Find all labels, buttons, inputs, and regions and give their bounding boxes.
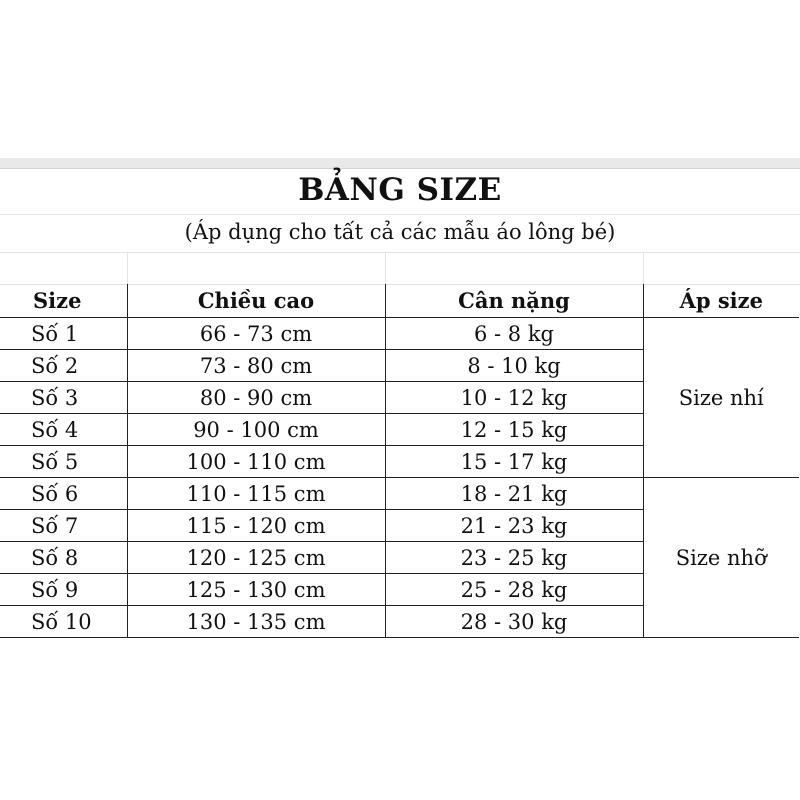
height-cell: 115 - 120 cm	[127, 510, 385, 542]
weight-cell: 25 - 28 kg	[385, 574, 643, 606]
height-cell: 66 - 73 cm	[127, 318, 385, 350]
fit-group-small: Size nhí	[643, 318, 799, 478]
weight-cell: 10 - 12 kg	[385, 382, 643, 414]
height-cell: 100 - 110 cm	[127, 446, 385, 478]
weight-cell: 15 - 17 kg	[385, 446, 643, 478]
size-cell: Số 8	[0, 542, 127, 574]
height-cell: 90 - 100 cm	[127, 414, 385, 446]
header-weight: Cân nặng	[385, 284, 643, 318]
height-cell: 120 - 125 cm	[127, 542, 385, 574]
size-cell: Số 5	[0, 446, 127, 478]
size-cell: Số 9	[0, 574, 127, 606]
page-title: BẢNG SIZE	[298, 172, 502, 208]
weight-cell: 28 - 30 kg	[385, 606, 643, 638]
size-cell: Số 3	[0, 382, 127, 414]
size-cell: Số 10	[0, 606, 127, 638]
size-cell: Số 2	[0, 350, 127, 382]
weight-cell: 21 - 23 kg	[385, 510, 643, 542]
header-height: Chiều cao	[127, 284, 385, 318]
table-header-row	[0, 284, 799, 318]
header-fit: Áp size	[643, 284, 799, 318]
weight-cell: 8 - 10 kg	[385, 350, 643, 382]
weight-cell: 6 - 8 kg	[385, 318, 643, 350]
blank-spreadsheet-row	[0, 252, 800, 285]
table-row	[0, 478, 799, 510]
page-subtitle: (Áp dụng cho tất cả các mẫu áo lông bé)	[184, 220, 616, 244]
weight-cell: 23 - 25 kg	[385, 542, 643, 574]
size-cell: Số 4	[0, 414, 127, 446]
height-cell: 80 - 90 cm	[127, 382, 385, 414]
grid-line	[385, 252, 386, 284]
table-row	[0, 318, 799, 350]
grid-line	[127, 252, 128, 284]
height-cell: 125 - 130 cm	[127, 574, 385, 606]
size-table	[0, 284, 799, 638]
header-size: Size	[0, 284, 127, 318]
size-cell: Số 7	[0, 510, 127, 542]
fit-group-medium: Size nhỡ	[643, 478, 799, 638]
height-cell: 73 - 80 cm	[127, 350, 385, 382]
grid-line	[643, 252, 644, 284]
weight-cell: 12 - 15 kg	[385, 414, 643, 446]
weight-cell: 18 - 21 kg	[385, 478, 643, 510]
height-cell: 130 - 135 cm	[127, 606, 385, 638]
size-cell: Số 6	[0, 478, 127, 510]
height-cell: 110 - 115 cm	[127, 478, 385, 510]
size-cell: Số 1	[0, 318, 127, 350]
